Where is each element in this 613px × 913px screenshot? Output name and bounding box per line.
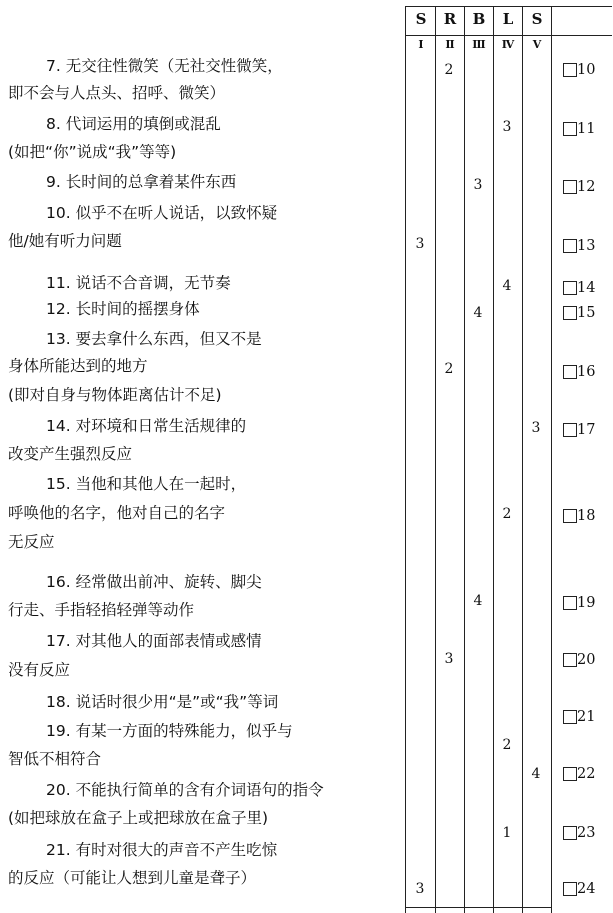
item-checkbox[interactable]: [563, 239, 577, 253]
column-header-letter: L: [502, 10, 514, 28]
item-checkbox[interactable]: [563, 767, 577, 781]
grid-column-divider: [522, 6, 523, 913]
item-score: 3: [415, 881, 425, 897]
column-header-letter: B: [472, 10, 486, 28]
item-checkbox[interactable]: [563, 281, 577, 295]
item-checkbox[interactable]: [563, 423, 577, 437]
item-score: 3: [415, 236, 425, 252]
item-text-line: 8. 代词运用的填倒或混乱: [46, 115, 221, 133]
item-text-line: 13. 要去拿什么东西，但又不是: [46, 330, 262, 348]
column-header-letter: S: [531, 10, 543, 28]
column-header-letter: R: [443, 10, 457, 28]
item-checkbox[interactable]: [563, 63, 577, 77]
item-checkbox[interactable]: [563, 826, 577, 840]
item-text-line: 智低不相符合: [8, 750, 102, 768]
item-text-line: 19. 有某一方面的特殊能力，似乎与: [46, 722, 293, 740]
grid-column-divider: [464, 6, 465, 913]
item-checkbox[interactable]: [563, 882, 577, 896]
item-text-line: 14. 对环境和日常生活规律的: [46, 417, 247, 435]
item-text-line: 10. 似乎不在听人说话，以致怀疑: [46, 204, 278, 222]
item-number: 22: [577, 766, 596, 782]
item-text-line: 18. 说话时很少用“是”或“我”等词: [46, 693, 279, 711]
item-text-line: 行走、手指轻掐轻弹等动作: [8, 601, 195, 619]
grid-column-divider: [551, 6, 552, 913]
item-text-line: 身体所能达到的地方: [8, 357, 148, 375]
item-score: 3: [444, 651, 454, 667]
item-number: 24: [577, 881, 596, 897]
item-number: 19: [577, 595, 596, 611]
item-text-line: 9. 长时间的总拿着某件东西: [46, 173, 237, 191]
grid-row-divider: [406, 907, 551, 908]
item-text-line: (如把球放在盒子上或把球放在盒子里): [8, 809, 269, 827]
item-number: 10: [577, 62, 596, 78]
item-checkbox[interactable]: [563, 180, 577, 194]
column-header-roman: Ⅱ: [445, 38, 455, 51]
item-checkbox[interactable]: [563, 122, 577, 136]
item-text-line: 呼唤他的名字，他对自己的名字: [8, 504, 226, 522]
column-header-roman: Ⅲ: [472, 38, 486, 51]
item-checkbox[interactable]: [563, 365, 577, 379]
item-score: 4: [473, 305, 483, 321]
item-text-line: (即对自身与物体距离估计不足): [8, 386, 222, 404]
item-score: 4: [502, 278, 512, 294]
item-number: 11: [577, 121, 596, 137]
item-number: 17: [577, 422, 596, 438]
item-text-line: 11. 说话不合音调，无节奏: [46, 274, 231, 292]
grid-header-border: [406, 35, 612, 36]
grid-top-border: [406, 6, 612, 7]
item-score: 4: [531, 766, 541, 782]
item-number: 12: [577, 179, 596, 195]
item-text-line: 15. 当他和其他人在一起时，: [46, 475, 247, 493]
column-header-roman: I: [418, 38, 424, 51]
item-text-line: 16. 经常做出前冲、旋转、脚尖: [46, 573, 262, 591]
item-score: 1: [502, 825, 512, 841]
item-score: 2: [444, 361, 454, 377]
item-score: 2: [502, 737, 512, 753]
item-score: 3: [473, 177, 483, 193]
item-score: 3: [502, 119, 512, 135]
grid-column-divider: [435, 6, 436, 913]
item-score: 2: [502, 506, 512, 522]
item-text-line: 即不会与人点头、招呼、微笑）: [8, 84, 226, 102]
column-header-letter: S: [415, 10, 427, 28]
item-text-line: (如把“你”说成“我”等等): [8, 143, 177, 161]
item-text-line: 20. 不能执行简单的含有介词语句的指令: [46, 781, 324, 799]
item-text-line: 无反应: [8, 533, 55, 551]
item-checkbox[interactable]: [563, 596, 577, 610]
item-checkbox[interactable]: [563, 653, 577, 667]
item-number: 16: [577, 364, 596, 380]
column-header-roman: Ⅴ: [532, 38, 542, 51]
grid-column-divider: [493, 6, 494, 913]
item-score: 2: [444, 62, 454, 78]
item-text-line: 7. 无交往性微笑（无社交性微笑，: [46, 57, 283, 75]
item-score: 3: [531, 420, 541, 436]
item-text-line: 21. 有时对很大的声音不产生吃惊: [46, 841, 278, 859]
item-checkbox[interactable]: [563, 306, 577, 320]
item-number: 14: [577, 280, 596, 296]
item-text-line: 改变产生强烈反应: [8, 445, 133, 463]
item-text-line: 的反应（可能让人想到儿童是聋子）: [8, 869, 257, 887]
item-number: 13: [577, 238, 596, 254]
item-number: 21: [577, 709, 596, 725]
column-header-roman: Ⅳ: [501, 38, 515, 51]
item-text-line: 12. 长时间的摇摆身体: [46, 300, 200, 318]
item-text-line: 17. 对其他人的面部表情或感情: [46, 632, 262, 650]
item-score: 4: [473, 593, 483, 609]
item-number: 15: [577, 305, 596, 321]
item-text-line: 没有反应: [8, 661, 71, 679]
item-checkbox[interactable]: [563, 710, 577, 724]
item-number: 23: [577, 825, 596, 841]
item-text-line: 他/她有听力问题: [8, 232, 122, 250]
item-number: 20: [577, 652, 596, 668]
item-checkbox[interactable]: [563, 509, 577, 523]
item-number: 18: [577, 508, 596, 524]
